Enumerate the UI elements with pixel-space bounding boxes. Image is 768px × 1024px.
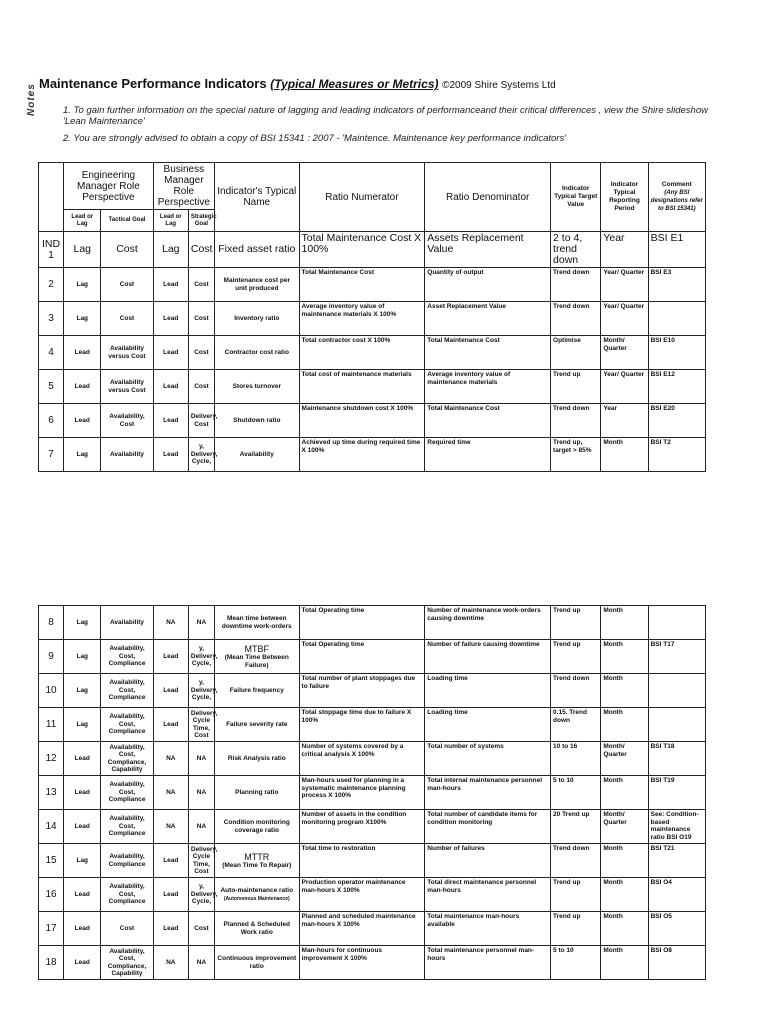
row-denominator: Required time [425,438,551,472]
row-name-text: Mean time between downtime work-orders [221,614,292,630]
kpi-table-bottom [38,605,706,980]
row-name [215,912,300,946]
notes-label: Notes [26,83,37,116]
row-lead-lag: Lead [64,946,101,980]
row-tactical-goal: Availability, Cost, Compliance [101,776,153,810]
row-numerator: Total Maintenance Cost X 100% [299,232,425,268]
row-name-text: Contractor cost ratio [224,348,289,356]
row-denominator: Quantity of output [425,268,551,302]
row-name-text: Maintenance cost per unit produced [223,276,291,292]
row-period: Month/ Quarter [601,810,648,844]
row-name [215,878,300,912]
row-strategic-goal: y, Delivery, Cycle, [188,878,214,912]
row-tactical-goal: Availability [101,606,153,640]
row-name-text: Planned & Scheduled Work ratio [223,920,291,936]
row-strategic-goal: y, Delivery, Cycle, [188,438,214,472]
row-numerator: Man-hours for continuous improvement X 100% [299,946,425,980]
row-strategic-goal: Cost [188,370,214,404]
row-ind: IND 1 [39,232,64,268]
row-lead-lag-2: Lead [153,302,188,336]
row-period: Month [601,776,648,810]
row-target: Trend up [551,606,601,640]
row-comment: BSI E3 [648,268,705,302]
row-numerator: Man-hours used for planning in a systematic maintenance planning process X 100% [299,776,425,810]
row-name-text: Shutdown ratio [233,416,281,424]
row-comment: BSI T2 [648,438,705,472]
row-lead-lag-2: Lead [153,438,188,472]
row-denominator: Total Maintenance Cost [425,336,551,370]
table-row [39,606,706,640]
row-lead-lag-2: NA [153,606,188,640]
row-strategic-goal: Cost [188,232,214,268]
row-name [215,268,300,302]
row-name-text: MTBF [244,643,270,654]
row-name-text: Continuous improvement ratio [217,954,297,970]
row-lead-lag-2: NA [153,742,188,776]
row-numerator: Total time to restoration [299,844,425,878]
row-number: 7 [39,438,64,472]
row-lead-lag-2: Lead [153,268,188,302]
row-denominator: Loading time [425,708,551,742]
row-tactical-goal: Availability, Cost, Compliance, Capability [101,742,153,776]
table-row [39,336,706,370]
row-tactical-goal: Availability, Cost, Compliance [101,878,153,912]
row-comment: BSI E12 [648,370,705,404]
row-name: Fixed asset ratio [215,232,300,268]
table-row [39,810,706,844]
row-target: Trend down [551,404,601,438]
row-comment: BSI T17 [648,640,705,674]
row-numerator: Achieved up time during required time X 100% [299,438,425,472]
row-target: Trend up, target > 85% [551,438,601,472]
header-denominator: Ratio Denominator [425,163,551,232]
row-lead-lag: Lead [64,742,101,776]
row-number: 17 [39,912,64,946]
row-comment: BSI T19 [648,776,705,810]
row-target: 5 to 10 [551,776,601,810]
row-denominator: Total maintenance man-hours available [425,912,551,946]
row-period: Year/ Quarter [601,370,648,404]
row-number: 12 [39,742,64,776]
table-row [39,232,706,268]
row-tactical-goal: Availability, Cost, Compliance [101,708,153,742]
row-numerator: Total Operating time [299,640,425,674]
row-period: Month [601,438,648,472]
row-name-text: Failure frequency [229,686,284,694]
row-lead-lag-2: Lead [153,674,188,708]
comment-sub: (Any BSI designations refer to BSI 15341) [650,190,703,212]
row-numerator: Total number of plant stoppages due to failure [299,674,425,708]
row-name-subtext: (Mean Time Between Failure) [224,653,289,669]
row-numerator: Total cost of maintenance materials [299,370,425,404]
row-target: 2 to 4, trend down [551,232,601,268]
row-lead-lag: Lag [64,268,101,302]
row-comment [648,302,705,336]
row-target: Trend up [551,370,601,404]
row-lead-lag: Lag [64,674,101,708]
row-target: Trend down [551,268,601,302]
row-period: Year/ Quarter [601,302,648,336]
row-target: Trend down [551,844,601,878]
row-comment: See: Condition-based maintenance ratio BSI O19 [648,810,705,844]
row-comment: BSI E1 [648,232,705,268]
row-strategic-goal: NA [188,810,214,844]
row-lead-lag-2: Lead [153,878,188,912]
row-target: 10 to 16 [551,742,601,776]
table-row [39,370,706,404]
row-denominator: Total number of systems [425,742,551,776]
row-strategic-goal: NA [188,606,214,640]
row-strategic-goal: Delivery, Cycle Time, Cost [188,844,214,878]
row-denominator: Total internal maintenance personnel man-hours [425,776,551,810]
row-name [215,438,300,472]
row-denominator: Loading time [425,674,551,708]
row-denominator: Total number of candidate items for condition monitoring [425,810,551,844]
row-strategic-goal: NA [188,742,214,776]
row-lead-lag-2: Lead [153,912,188,946]
header-lead-lag-2: Lead or Lag [153,210,188,232]
row-strategic-goal: Cost [188,302,214,336]
row-strategic-goal: y, Delivery, Cycle, [188,640,214,674]
row-lead-lag-2: Lead [153,640,188,674]
row-period: Month [601,674,648,708]
header-numerator: Ratio Numerator [299,163,425,232]
title-subtitle: (Typical Measures or Metrics) [270,77,439,91]
row-numerator: Number of systems covered by a critical analysis X 100% [299,742,425,776]
row-name [215,946,300,980]
table-row [39,640,706,674]
row-comment: BSI E20 [648,404,705,438]
row-comment: BSI O5 [648,912,705,946]
row-numerator: Total Maintenance Cost [299,268,425,302]
row-tactical-goal: Availability [101,438,153,472]
row-name-subtext: (Autonomous Maintenance) [223,895,290,902]
row-name [215,370,300,404]
table-row [39,404,706,438]
table-row [39,302,706,336]
row-numerator: Total stoppage time due to failure X 100% [299,708,425,742]
row-number: 15 [39,844,64,878]
row-period: Month [601,708,648,742]
table-row [39,674,706,708]
row-denominator: Asset Replacement Value [425,302,551,336]
row-lead-lag-2: Lead [153,844,188,878]
row-lead-lag: Lead [64,370,101,404]
row-target: Trend up [551,640,601,674]
row-tactical-goal: Availability, Compliance [101,844,153,878]
row-strategic-goal: Cost [188,912,214,946]
page-title [39,76,556,91]
row-period: Year [601,232,648,268]
row-name [215,640,300,674]
header-tactical-goal: Tactical Goal [101,210,153,232]
row-lead-lag: Lead [64,336,101,370]
row-lead-lag: Lead [64,878,101,912]
row-period: Month/ Quarter [601,742,648,776]
row-lead-lag: Lead [64,912,101,946]
row-lead-lag-2: NA [153,810,188,844]
row-comment: BSI T18 [648,742,705,776]
row-name-text: MTTR [244,851,270,862]
row-denominator: Total Maintenance Cost [425,404,551,438]
row-name-text: Inventory ratio [234,314,280,322]
table-row [39,912,706,946]
row-tactical-goal: Availability, Cost, Compliance, Capability [101,946,153,980]
row-denominator: Number of failures [425,844,551,878]
row-name-text: Auto-maintenance ratio [220,886,294,894]
row-comment: BSI O8 [648,946,705,980]
row-period: Month [601,878,648,912]
row-tactical-goal: Availability versus Cost [101,336,153,370]
header-period: Indicator Typical Reporting Period [601,163,648,232]
table-row [39,742,706,776]
row-name-text: Risk Analysis ratio [227,754,286,762]
row-tactical-goal: Availability, Cost, Compliance [101,640,153,674]
table-row [39,776,706,810]
row-period: Year [601,404,648,438]
row-numerator: Planned and scheduled maintenance man-hours X 100% [299,912,425,946]
row-lead-lag-2: Lead [153,336,188,370]
row-period: Year/ Quarter [601,268,648,302]
row-lead-lag: Lag [64,438,101,472]
row-number: 3 [39,302,64,336]
copyright: ©2009 Shire Systems Ltd [442,80,556,91]
header-blank [39,163,64,232]
row-comment [648,708,705,742]
row-number: 2 [39,268,64,302]
note-2: 2. You are strongly advised to obtain a copy of BSI 15341 : 2007 - 'Maintence. Maintenance key performance indicators' [63,133,567,144]
row-number: 13 [39,776,64,810]
note-1: 1. To gain further information on the special nature of lagging and leading indicators of performanceand their critical differences , view the Shire slideshow 'Lean Maintenance' [63,105,708,127]
row-name [215,810,300,844]
row-denominator: Number of failure causing downtime [425,640,551,674]
row-tactical-goal: Availability, Cost, Compliance [101,674,153,708]
row-period: Month [601,606,648,640]
row-denominator: Number of maintenance work-orders causing downtime [425,606,551,640]
table-row [39,708,706,742]
row-target: Trend up [551,878,601,912]
comment-label: Comment [661,181,692,188]
row-denominator: Assets Replacement Value [425,232,551,268]
row-name [215,674,300,708]
row-tactical-goal: Cost [101,912,153,946]
row-comment [648,674,705,708]
row-comment: BSI T21 [648,844,705,878]
row-target: Optimise [551,336,601,370]
row-target: 0.15. Trend down [551,708,601,742]
row-name-text: Stores turnover [232,382,281,390]
row-numerator: Total contractor cost X 100% [299,336,425,370]
row-name-text: Condition monitoring coverage ratio [223,818,290,834]
row-strategic-goal: y, Delivery, Cycle, [188,674,214,708]
table-row [39,878,706,912]
row-strategic-goal: Cost [188,336,214,370]
row-lead-lag-2: Lead [153,708,188,742]
title-text: Maintenance Performance Indicators [39,76,267,91]
row-lead-lag: Lag [64,232,101,268]
row-name-text: Planning ratio [235,788,279,796]
row-name [215,404,300,438]
row-period: Month [601,640,648,674]
row-lead-lag: Lead [64,810,101,844]
row-name [215,302,300,336]
row-comment [648,606,705,640]
row-number: 4 [39,336,64,370]
row-denominator: Total direct maintenance personnel man-hours [425,878,551,912]
row-numerator: Average inventory value of maintenance materials X 100% [299,302,425,336]
row-lead-lag: Lead [64,776,101,810]
row-numerator: Number of assets in the condition monitoring program X100% [299,810,425,844]
header-name: Indicator's Typical Name [215,163,300,232]
row-tactical-goal: Cost [101,232,153,268]
row-name [215,742,300,776]
table-row [39,844,706,878]
row-strategic-goal: Cost [188,268,214,302]
header-bus-perspective: Business Manager Role Perspective [153,163,214,210]
row-lead-lag: Lag [64,302,101,336]
row-number: 9 [39,640,64,674]
row-number: 10 [39,674,64,708]
row-lead-lag-2: NA [153,776,188,810]
row-lead-lag-2: NA [153,946,188,980]
row-tactical-goal: Cost [101,302,153,336]
row-period: Month/ Quarter [601,336,648,370]
row-period: Month [601,844,648,878]
row-numerator: Maintenance shutdown cost X 100% [299,404,425,438]
table-row [39,946,706,980]
row-target: Trend down [551,302,601,336]
table-row [39,438,706,472]
table-row [39,268,706,302]
row-target: Trend up [551,912,601,946]
row-lead-lag-2: Lead [153,370,188,404]
row-numerator: Total Operating time [299,606,425,640]
row-target: 5 to 10 [551,946,601,980]
row-lead-lag-2: Lead [153,404,188,438]
row-name [215,844,300,878]
kpi-table-top [38,162,706,472]
row-strategic-goal: Delivery, Cycle Time, Cost [188,708,214,742]
header-strategic-goal: Strategic Goal [188,210,214,232]
header-lead-lag: Lead or Lag [64,210,101,232]
row-name [215,776,300,810]
row-name [215,336,300,370]
row-number: 8 [39,606,64,640]
row-lead-lag-2: Lag [153,232,188,268]
row-number: 14 [39,810,64,844]
row-name-text: Availability [239,450,274,458]
row-tactical-goal: Availability, Cost [101,404,153,438]
row-name-text: Failure severity rate [226,720,288,728]
row-number: 5 [39,370,64,404]
row-number: 18 [39,946,64,980]
row-comment: BSI O4 [648,878,705,912]
row-lead-lag: Lag [64,708,101,742]
header-eng-perspective: Engineering Manager Role Perspective [64,163,154,210]
row-number: 6 [39,404,64,438]
row-name [215,606,300,640]
row-numerator: Production operator maintenance man-hours X 100% [299,878,425,912]
row-lead-lag: Lag [64,606,101,640]
row-period: Month [601,912,648,946]
row-target: Trend down [551,674,601,708]
row-strategic-goal: NA [188,776,214,810]
row-name-subtext: (Mean Time To Repair) [222,861,292,869]
row-lead-lag: Lag [64,844,101,878]
row-lead-lag: Lag [64,640,101,674]
row-period: Month [601,946,648,980]
row-lead-lag: Lead [64,404,101,438]
row-number: 16 [39,878,64,912]
row-tactical-goal: Cost [101,268,153,302]
row-strategic-goal: Delivery, Cost [188,404,214,438]
row-comment: BSI E10 [648,336,705,370]
row-name [215,708,300,742]
header-target: Indicator Typical Target Value [551,163,601,232]
row-target: 20 Trend up [551,810,601,844]
row-number: 11 [39,708,64,742]
row-strategic-goal: NA [188,946,214,980]
row-denominator: Total maintenance personnel man-hours [425,946,551,980]
row-tactical-goal: Availability versus Cost [101,370,153,404]
header-comment [648,163,705,232]
row-denominator: Average inventory value of maintenance materials [425,370,551,404]
row-tactical-goal: Availability, Cost, Compliance [101,810,153,844]
